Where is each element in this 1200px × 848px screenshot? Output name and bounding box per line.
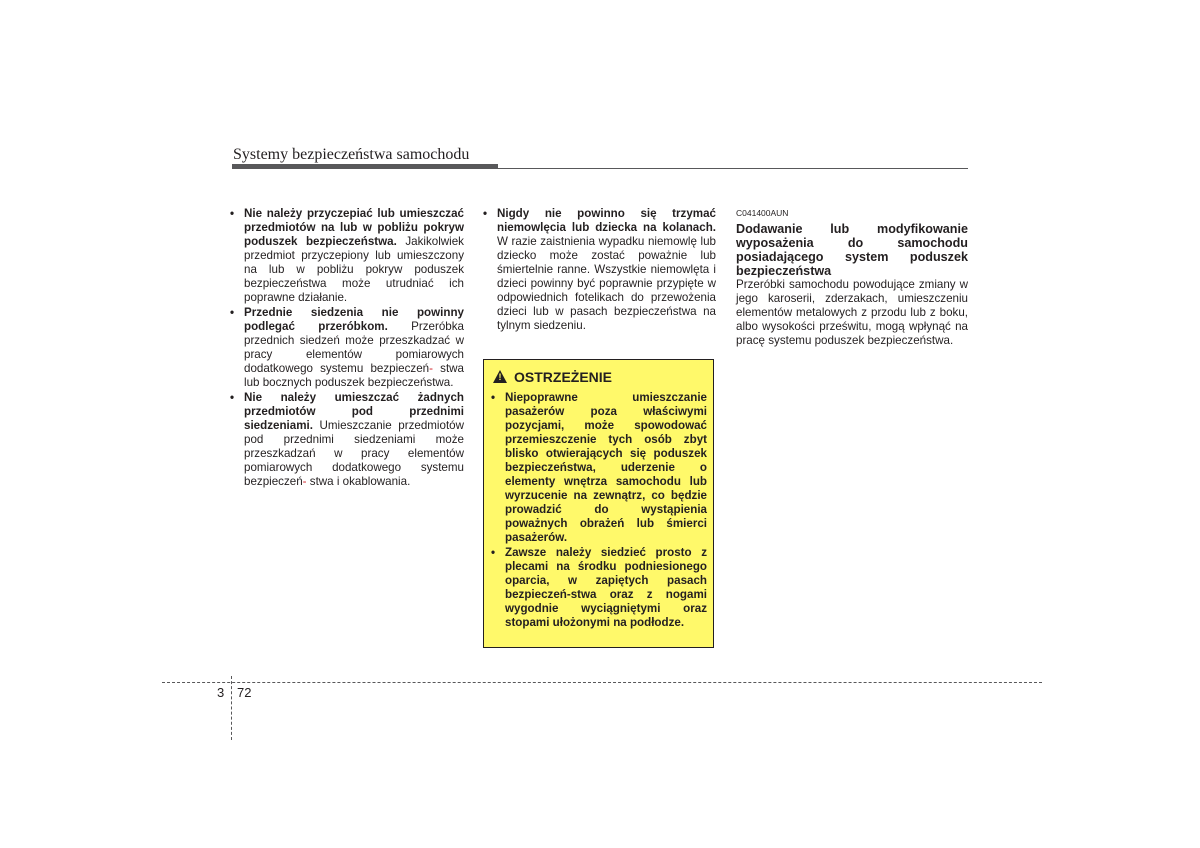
list-item <box>230 306 464 390</box>
warning-box <box>483 359 714 648</box>
item-text: W razie zaistnienia wypadku niemowlę lub dziecko może zostać poważnie lub śmiertelnie ranne. Wszystkie niemowlęta i dzieci powinny być poprawnie przypięte w odpowiednich fotelikach do przewożenia dzieci lub w pasach bezpieczeństwa na tylnym siedzeniu. <box>497 235 716 332</box>
list-item <box>230 207 464 305</box>
section-code: C041400AUN <box>736 208 789 218</box>
section-body: Przeróbki samochodu powodujące zmiany w jego karoserii, zderzakach, umieszczeniu elementów metalowych z przodu lub z boku, albo wysokości prześwitu, mogą wpłynąć na pracę systemu poduszek bezpieczeństwa. <box>736 278 968 347</box>
warning-item: • Niepoprawne umieszczanie pasażerów poza właściwymi pozycjami, może spowodować przemieszczenie tych osób zbyt blisko otwierających się poduszek bezpieczeństwa, uderzenie o elementy wnętrza samochodu lub wyrzucenie na zewnątrz, co będzie prowadzić do wystąpienia poważnych obrażeń lub śmierci pasażerów. <box>491 391 707 545</box>
item-text: Umieszczanie przedmiotów pod przednimi siedzeniami może przeszkadzań w pracy elementów pomiarowych dodatkowego systemu bezpieczeń <box>244 419 464 488</box>
item-text: Jakikolwiek przedmiot przyczepiony lub umieszczony na lub w pobliżu pokryw poduszek bezpieczeństwa może utrudniać ich poprawne działanie. <box>244 235 464 304</box>
warning-body <box>491 391 707 631</box>
header-rule <box>232 168 968 169</box>
page-header <box>232 146 968 172</box>
warning-exclamation-icon: ! <box>498 372 502 382</box>
column-left <box>230 207 464 490</box>
footer-vertical-rule <box>231 676 232 740</box>
footer-dashed-rule <box>162 682 1042 683</box>
column-middle <box>483 207 716 334</box>
item-text: stwa i okablowania. <box>309 475 411 488</box>
item-text: Przeróbka przednich siedzeń może przeszkadzać w pracy elementów pomiarowych dodatkowego systemu bezpieczeń <box>244 320 464 375</box>
item-bold: Nigdy nie powinno się trzymać niemowlęcia lub dziecka na kolanach. <box>497 207 716 234</box>
page-number: 72 <box>237 685 252 700</box>
hyphen-mark: - <box>429 362 433 375</box>
item-text: stwa lub bocznych poduszek bezpieczeństwa. <box>244 362 464 389</box>
warning-title: OSTRZEŻENIE <box>514 369 613 385</box>
item-bold: Przednie siedzenia nie powinny podlegać przeróbkom. <box>244 306 464 333</box>
warning-item: • Zawsze należy siedzieć prosto z plecami na środku podniesionego oparcia, w zapiętych pasach bezpieczeń-stwa oraz z nogami wygodnie wyciągniętymi oraz stopami ułożonymi na podłodze. <box>491 546 707 630</box>
item-bold: Nie należy umieszczać żadnych przedmiotów pod przednimi siedzeniami. <box>244 391 464 432</box>
column-right <box>736 207 968 348</box>
chapter-number: 3 <box>217 685 225 700</box>
section-title: Dodawanie lub modyfikowanie wyposażenia do samochodu posiadającego system poduszek bezpieczeństwa <box>736 222 968 278</box>
item-bold: Nie należy przyczepiać lub umieszczać przedmiotów na lub w pobliżu pokryw poduszek bezpieczeństwa. <box>244 207 464 248</box>
header-title: Systemy bezpieczeństwa samochodu <box>233 146 470 163</box>
hyphen-mark: - <box>302 475 307 488</box>
list-item <box>230 391 464 489</box>
list-item <box>483 207 716 333</box>
